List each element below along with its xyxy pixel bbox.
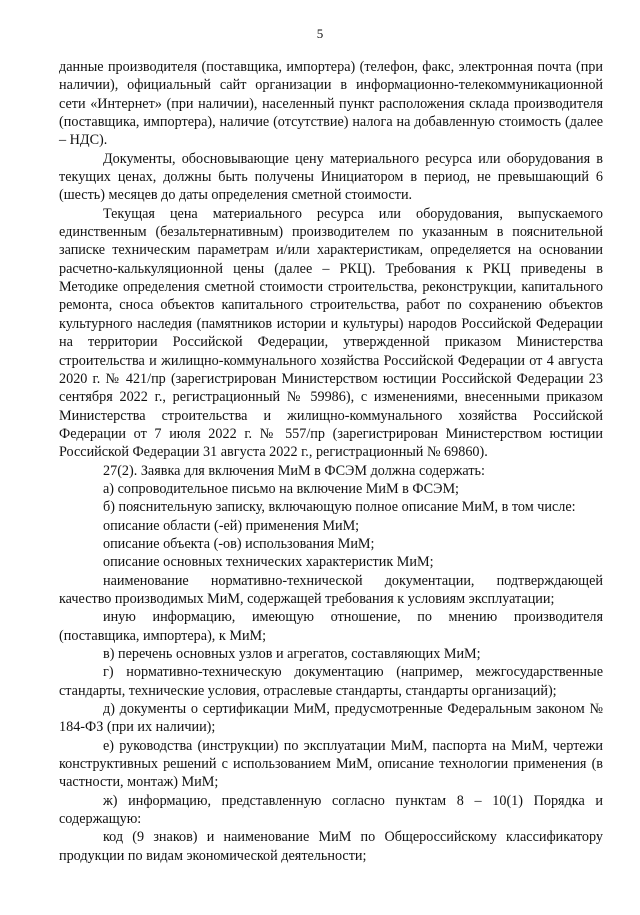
list-item-b-characteristics: описание основных технических характеристик МиМ;: [103, 554, 434, 571]
list-item-b-object: описание объекта (-ов) использования МиМ;: [103, 535, 375, 552]
paragraph-price-documents: Документы, обосновывающие цену материального ресурса или оборудования в текущих ценах, должны быть получены Инициатором в период, не превышающий 6 (шесть) месяцев до даты определения сметной стоимости.: [59, 150, 603, 204]
paragraph-producer-data: данные производителя (поставщика, импортера) (телефон, факс, электронная почта (при наличии), официальный сайт организации в информационно-телекоммуникационной сети «Интернет» (при наличии), населенный пункт расположения склада производителя (поставщика, импортера), наличие (отсутствие) налога на добавленную стоимость (далее – НДС).: [59, 59, 603, 149]
list-item-zh-code: код (9 знаков) и наименование МиМ по Общероссийскому классификатору продукции по видам экономической деятельности;: [59, 829, 603, 864]
list-item-g: г) нормативно-техническую документацию (например, межгосударственные стандарты, технические условия, отраслевые стандарты, стандарты организаций);: [59, 664, 603, 699]
document-body: [59, 58, 603, 865]
paragraph-clause-27-2: 27(2). Заявка для включения МиМ в ФСЭМ должна содержать:: [103, 462, 485, 479]
list-item-b-normative-docs: наименование нормативно-технической документации, подтверждающей качество производимых МиМ, содержащей требования к условиям эксплуатации;: [59, 572, 603, 607]
paragraph-rkc-price: Текущая цена материального ресурса или оборудования, выпускаемого единственным (безальтернативным) производителем по указанным в пояснительной записке техническим параметрам и/или характеристикам, определяется на основании расчетно-калькуляционной цены (далее – РКЦ). Требования к РКЦ приведены в Методике определения сметной стоимости строительства, реконструкции, капитального ремонта, сноса объектов капитального строительства, работ по сохранению объектов культурного наследия (памятников истории и культуры) народов Российской Федерации на территории Российской Федерации, утвержденной приказом Министерства строительства и жилищно-коммунального хозяйства Российской Федерации от 4 августа 2020 г. № 421/пр (зарегистрирован Министерством юстиции Российской Федерации 23 сентября 2022 г., регистрационный № 59986), с изменениями, внесенными приказом Министерства строительства и жилищно-коммунального хозяйства Российской Федерации от 7 июля 2022 г. № 557/пр (зарегистрирован Министерством юстиции Российской Федерации 31 августа 2022 г., регистрационный № 69860).: [59, 205, 603, 461]
list-item-d: д) документы о сертификации МиМ, предусмотренные Федеральным законом № 184-ФЗ (при их наличии);: [59, 701, 603, 736]
list-item-v: в) перечень основных узлов и агрегатов, составляющих МиМ;: [103, 646, 481, 662]
list-item-a: а) сопроводительное письмо на включение МиМ в ФСЭМ;: [103, 480, 459, 497]
list-item-e: е) руководства (инструкции) по эксплуатации МиМ, паспорта на МиМ, чертежи конструктивных решений с использованием МиМ, описание технологии применения (в частности, монтаж) МиМ;: [59, 737, 603, 791]
list-item-b-area: описание области (-ей) применения МиМ;: [103, 517, 360, 534]
list-item-zh: ж) информацию, представленную согласно пунктам 8 – 10(1) Порядка и содержащую:: [59, 792, 603, 828]
list-item-b: б) пояснительную записку, включающую полное описание МиМ, в том числе:: [103, 499, 576, 516]
list-item-b-other-info: иную информацию, имеющую отношение, по мнению производителя (поставщика, импортера), к МиМ;: [59, 609, 603, 644]
page-number: 5: [316, 26, 324, 41]
